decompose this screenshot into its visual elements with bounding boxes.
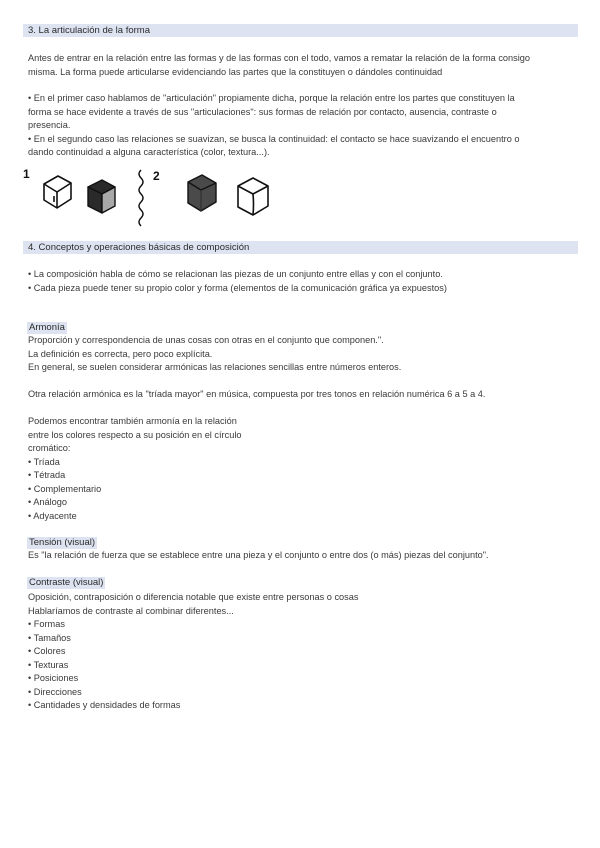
text-line: cromático:	[28, 443, 71, 453]
text-line: Hablaríamos de contraste al combinar diferentes...	[28, 605, 234, 616]
list-item: • Posiciones	[28, 673, 79, 683]
text-line: Podemos encontrar también armonía en la relación	[28, 416, 237, 426]
list-item: • Tétrada	[28, 470, 66, 480]
list-item: • Tríada	[28, 456, 60, 467]
contraste-heading: Contraste (visual)	[29, 577, 104, 588]
section-3-intro	[28, 52, 580, 79]
text-line: entre los colores respecto a su posición en el círculo	[28, 429, 242, 440]
text-line: • En el primer caso hablamos de "articulación" propiamente dicha, porque la relación entre los partes que constituyen la	[28, 93, 515, 103]
figure-label-2: 2	[153, 169, 160, 183]
solid-dark-cube	[188, 175, 216, 211]
list-item: • Complementario	[28, 483, 102, 494]
cube-articulation-illustration	[20, 166, 280, 230]
text-line: Proporción y correspondencia de unas cosas con otras en el conjunto que componen.".	[28, 335, 384, 345]
outline-cube-continuous	[238, 178, 268, 215]
armonia-heading: Armonía	[29, 322, 65, 333]
text-line: • En el segundo caso las relaciones se suavizan, se busca la continuidad: el contacto se hace suavizando el encuentro o	[28, 133, 520, 144]
text-line: Otra relación armónica es la "tríada mayor" en música, compuesta por tres tonos en relación numérica 6 a 5 a 4.	[28, 389, 486, 399]
outline-cube-articulated	[44, 176, 71, 208]
list-item: • Cantidades y densidades de formas	[28, 700, 181, 710]
armonia-definition	[28, 334, 580, 375]
figure-label-1: 1	[23, 167, 30, 181]
text-line: misma. La forma puede articularse evidenciando las partes que la constituyen o dándoles continuidad	[28, 66, 443, 77]
dark-cube-grey-face	[88, 180, 115, 213]
text-line: dando continuidad a alguna característica (color, textura...).	[28, 147, 270, 157]
text-line: presencia.	[28, 120, 71, 130]
section-3-heading: 3. La articulación de la forma	[23, 24, 578, 37]
text-line: Es "la relación de fuerza que se establece entre una pieza y el conjunto o entre dos (o más) piezas del conjunto".	[28, 550, 489, 560]
list-item: • Texturas	[28, 659, 69, 670]
list-item: • Análogo	[28, 497, 67, 507]
wavy-divider	[139, 170, 143, 226]
section-4-heading: 4. Conceptos y operaciones básicas de composición	[23, 241, 578, 254]
text-line: • La composición habla de cómo se relacionan las piezas de un conjunto entre ellas y con el conjunto.	[28, 269, 443, 279]
list-item: • Colores	[28, 646, 66, 656]
contraste-list	[28, 591, 580, 713]
text-line: La definición es correcta, pero poco explícita.	[28, 348, 213, 359]
text-line: Oposición, contraposición o diferencia notable que existe entre personas o cosas	[28, 592, 359, 602]
tension-heading: Tensión (visual)	[29, 537, 95, 548]
list-item: • Direcciones	[28, 686, 82, 697]
text-line: En general, se suelen considerar armónicas las relaciones sencillas entre números enteros.	[28, 362, 402, 372]
armonia-triada	[28, 388, 580, 402]
section-3-bullets	[28, 92, 580, 160]
text-line: • Cada pieza puede tener su propio color y forma (elementos de la comunicación gráfica ya expuestos)	[28, 282, 447, 293]
list-item: • Adyacente	[28, 510, 77, 521]
text-line: Antes de entrar en la relación entre las formas y de las formas con el todo, vamos a rematar la relación de la forma consigo	[28, 53, 530, 63]
armonia-color-list	[28, 415, 580, 523]
section-4-bullets	[28, 268, 580, 295]
tension-definition	[28, 549, 580, 563]
text-line: forma se hace evidente a través de sus "articulaciones": sus formas de relación por contacto, ausencia, contraste o	[28, 106, 497, 117]
list-item: • Tamaños	[28, 632, 71, 643]
list-item: • Formas	[28, 619, 65, 629]
